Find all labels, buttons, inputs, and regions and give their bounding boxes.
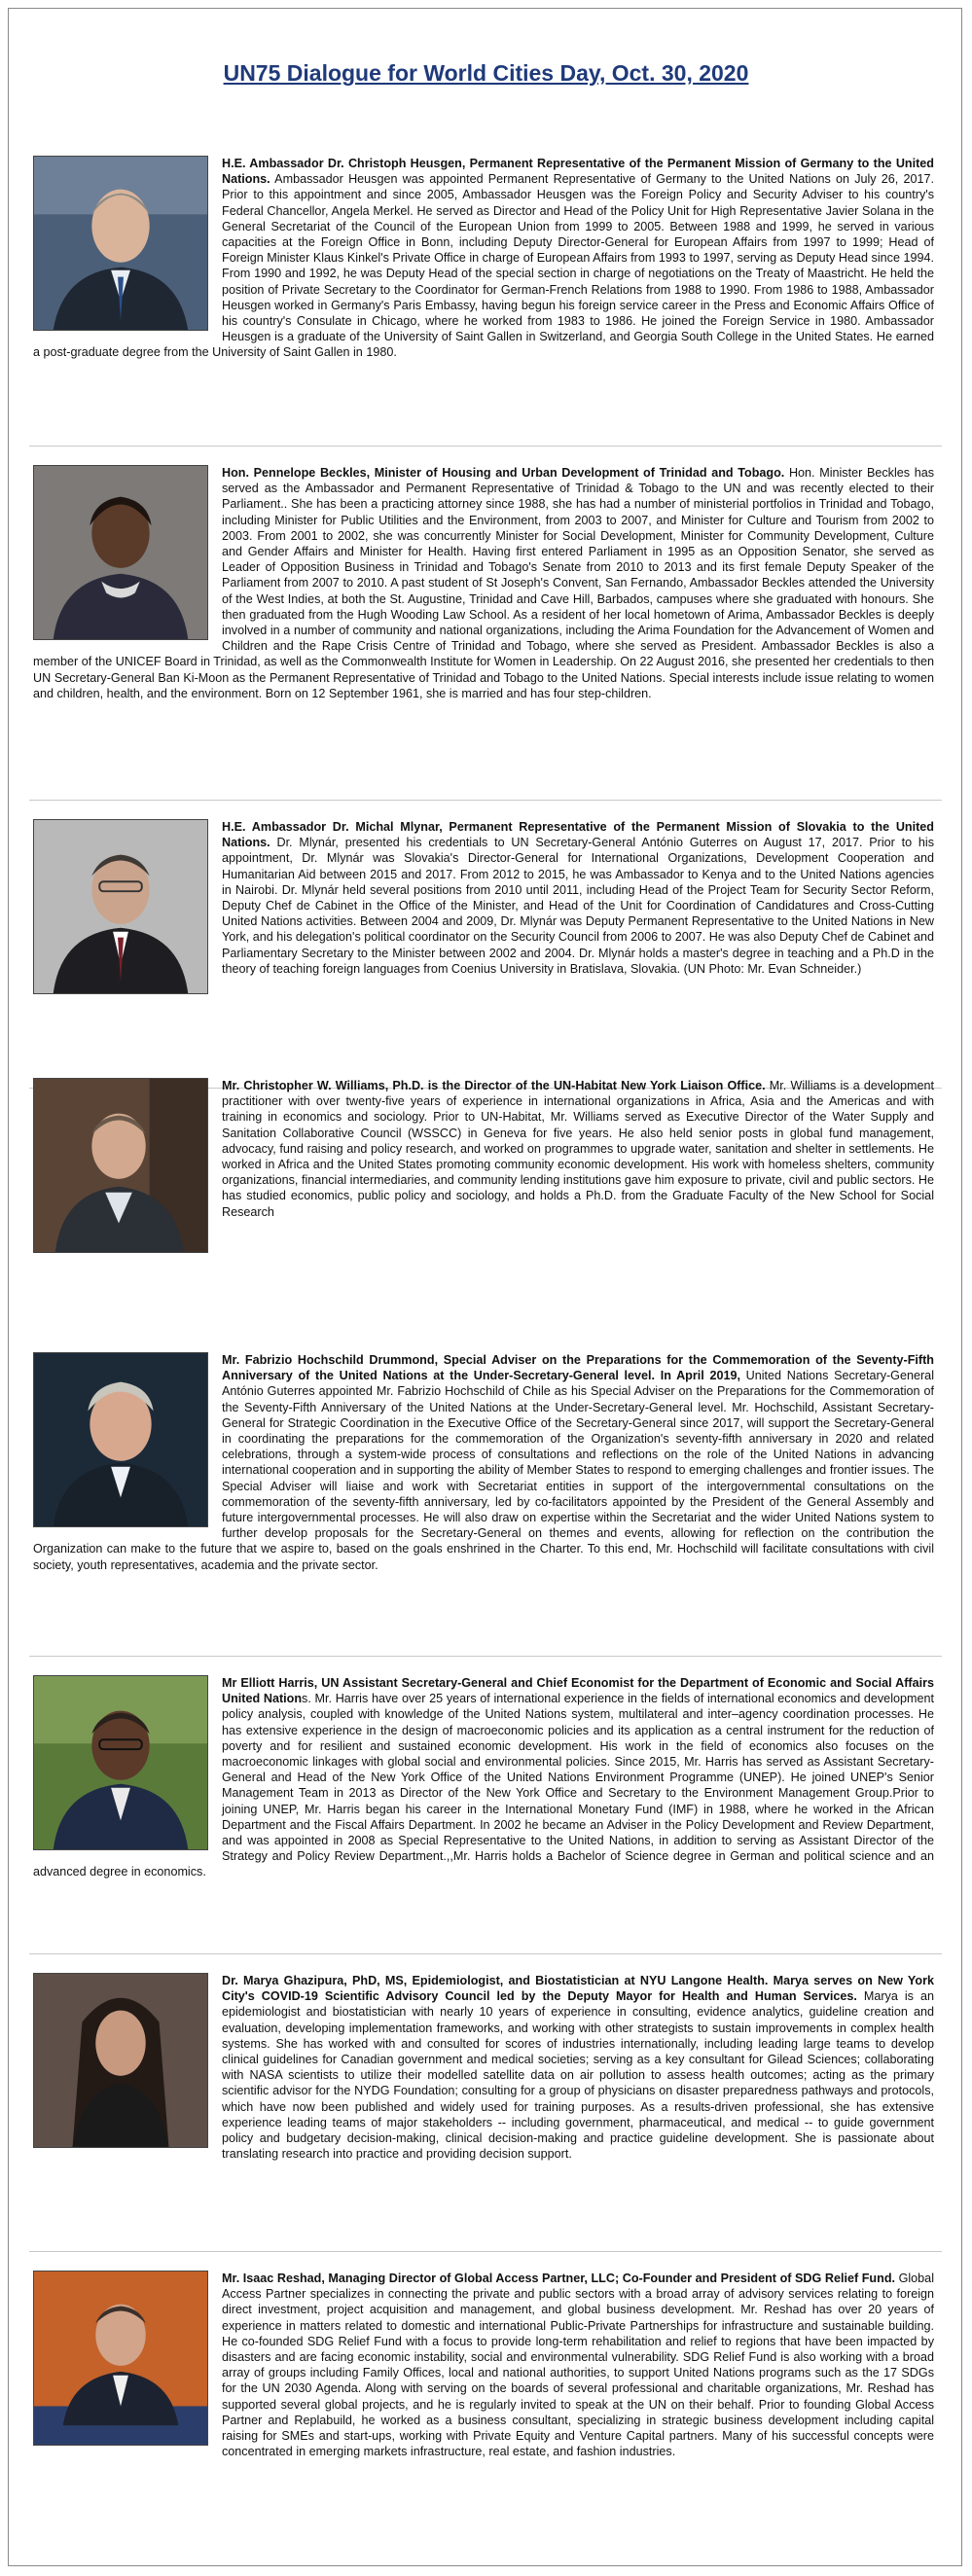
section-divider: [29, 1953, 942, 1954]
bio-text: Hon. Minister Beckles has served as the Ambassador and Permanent Representative of Trinidad & Tobago to the UN and was recently elected to their Parliament.. She has been a practicing attorney since 1988, she has had a number of ministerial portfolios in Trinidad and Tobago, including Minister for Public Utilities and the Environment, from 2003 to 2007, and Minister for Culture and Tourism from 2002 to 2003. From 2001 to 2002, she was concurrently Minister for Social Development, Minister for Community Development, Culture and Gender Affairs and Minister for Health. Having first entered Parliament in 1995 as an Opposition Senator, she served as Leader of Opposition Business in Trinidad and Tobago's Senate from 2010 to 2013 and its first female Deputy Speaker of the Parliament from 2007 to 2010. A past student of St Joseph's Convent, San Fernando, Ambassador Beckles attended the University of the West Indies, at both the St. Augustine, Trinidad and Cave Hill, Barbados, campuses where she graduated with honours. She then graduated from the Hugh Wooding Law School. As a resident of her local hometown of Arima, Ambassador Beckles is deeply involved in a number of community and national organizations, including the Arima Foundation for the Advancement of Women and Children and the Rape Crisis Centre of Trinidad and Tobago, where she served as President. Ambassador Beckles is also a member of the UNICEF Board in Trinidad, as well as the Commonwealth Institute for Women in Leadership. On 22 August 2016, she presented her credentials to then UN Secretary-General Ban Ki-Moon as the Permanent Representative of Trinidad and Tobago to the United Nations. Special interests include issue relating to women and children, health, and the environment. Born on 12 September 1961, she is married and has four step-children.: [33, 466, 934, 700]
bio-text: Marya is an epidemiologist and biostatistician with nearly 10 years of experience in consulting, evidence analytics, guideline creation and evaluation, developing implementation frameworks, and working with other strategists to sustain improvements in complex health systems. She has worked with and consulted for scores of industries internationally, including leading large teams to develop clinical guidelines for Canadian government and medical societies; serving as a key consultant for Gilead Sciences; collaborating with NASA scientists to utilize their modelled satellite data on air pollution to assess health outcomes; acting as the primary scientific advisor for the NYDG Foundation; consulting for a group of physicians on disaster preparedness pathways and protocols, which have now been published and widely used for training purposes. As a results-driven professional, she has extensive experience leading teams of major stakeholders -- including government, pharmaceutical, and medical -- to guide government policy and budgetary decision-making, clinical decision-making and practice guideline development. She is passionate about translating research into practice and providing decision support.: [222, 1989, 934, 2162]
bio-text: s. Mr. Harris have over 25 years of international experience in the fields of international economics and development policy analysis, coupled with knowledge of the United Nations system, multilateral and inter–agency coordination processes. He has extensive experience in the design of macroeconomic policies and its application as a central instrument for the reduction of poverty and for resilient and sustained economic development. His work in the field of economics also focuses on the macroeconomic linkages with global social and environmental policies. Since 2015, Mr. Harris has served as Assistant Secretary-General and Head of the New York Office of the United Nations Environment Programme (UNEP). He joined UNEP's Senior Management Team in 2013 as Director of the New York Office and Secretary to the Environment Management Group.Prior to joining UNEP, Mr. Harris began his career in the International Monetary Fund (IMF) in 1988, where he worked in the African Department and the Fiscal Affairs Department. In 2002 he became an Adviser in the Policy Development and Review Department, and was appointed in 2008 as Special Representative to the United Nations, in addition to serving as Assistant Director of the Strategy and Policy Review Department.,,Mr. Harris holds a Bachelor of Science degree in German and political science and an advanced degree in economics.: [33, 1692, 934, 1879]
bio-ghazipura: [33, 1973, 934, 2162]
section-divider: [29, 446, 942, 447]
bio-hochschild: [33, 1352, 934, 1573]
portrait-photo-mlynar: [33, 819, 208, 994]
page-title: UN75 Dialogue for World Cities Day, Oct. 30, 2020: [223, 60, 749, 86]
section-divider: [29, 1656, 942, 1657]
bio-williams: [33, 1078, 934, 1255]
bio-heading: H.E. Ambassador Dr. Michal Mlynar, Permanent Representative of the Permanent Mission of Slovakia to the United Nations.: [222, 820, 934, 850]
portrait-photo-beckles: [33, 465, 208, 640]
bio-heading: Mr. Christopher W. Williams, Ph.D. is the Director of the UN-Habitat New York Liaison Office.: [222, 1079, 766, 1092]
bio-text: Mr. Williams is a development practitioner with over twenty-five years of experience in international organizations in Africa, Asia and the Americas and with training in economics and sociology. Prior to UN-Habitat, Mr. Williams served as Executive Director of the Water Supply and Sanitation Collaborative Council (WSSCC) in Geneva for five years. He also held senior posts in global fund management, advocacy, fund raising and policy research, and worked on programmes to upgrade water, sanitation and shelter in settlements. He worked in Africa and the United States promoting community economic development. His work with homeless shelters, community organizations, financial intermediaries, and community lending institutions gave him exposure to private, civil and public sectors. He has studied economics, public policy and sociology, and holds a Ph.D. from the Graduate Faculty of the New School for Social Research: [222, 1079, 934, 1219]
portrait-photo-reshad: [33, 2271, 208, 2446]
bio-harris: [33, 1675, 934, 1880]
bio-heading: Dr. Marya Ghazipura, PhD, MS, Epidemiologist, and Biostatistician at NYU Langone Health. Marya serves on New York City's COVID-19 Scientific Advisory Council led by the Deputy Mayor for Health and Human Services.: [222, 1974, 934, 2004]
section-divider: [29, 800, 942, 801]
bio-heading: Mr. Isaac Reshad, Managing Director of Global Access Partner, LLC; Co-Founder and President of SDG Relief Fund.: [222, 2272, 896, 2285]
portrait-photo-williams: [33, 1078, 208, 1253]
bio-mlynar: [33, 819, 934, 996]
bio-heading: H.E. Ambassador Dr. Christoph Heusgen, Permanent Representative of the Permanent Mission of Germany to the United Nations.: [222, 157, 934, 187]
bio-heusgen: [33, 156, 934, 361]
page-frame: [8, 8, 962, 2566]
bio-heading: Hon. Pennelope Beckles, Minister of Housing and Urban Development of Trinidad and Tobago.: [222, 466, 785, 480]
portrait-photo-harris: [33, 1675, 208, 1850]
bio-text: Ambassador Heusgen was appointed Permanent Representative of Germany to the United Nations on July 26, 2017. Prior to this appointment and since 2005, Ambassador Heusgen was the Foreign Policy and Security Adviser to his country's Federal Chancellor, Angela Merkel. He served as Director and Head of the Policy Unit for High Representative Javier Solana in the General Secretariat of the Council of the European Union from 1999 to 2005. Between 1988 and 1999, he served in various capacities at the Foreign Office in Bonn, including Deputy Director-General for European Affairs from 1997 to 1999; Head of Foreign Minister Klaus Kinkel's Private Office in charge of European Affairs from 1993 to 1997, serving as Deputy Head since 1994. From 1990 and 1992, he was Deputy Head of the special section in charge of negotiations on the Treaty of Maastricht. He held the position of Private Secretary to the Coordinator for German-French Relations from 1988 to 1990. From 1986 to 1988, Ambassador Heusgen worked in Germany's Paris Embassy, having begun his foreign service career in the Press and Economic Affairs Office of his country's Consulate in Chicago, where he worked from 1983 to 1986. He joined the Foreign Service in 1980. Ambassador Heusgen is a graduate of the University of Saint Gallen in Switzerland, and Georgia South College in the United States. He earned a post-graduate degree from the University of Saint Gallen in 1980.: [33, 172, 934, 360]
bio-text: Dr. Mlynár, presented his credentials to UN Secretary-General António Guterres on August 17, 2017. Prior to his appointment, Dr. Mlynár was Slovakia's Director-General for International Organizations, Development Cooperation and Humanitarian Aid between 2015 and 2017. From 2012 to 2015, he was Ambassador to Kenya and to the United Nations agencies in Nairobi. Dr. Mlynár held several positions from 2010 until 2011, including Head of the Project Team for Security Sector Reform, Deputy Chef de Cabinet in the Office of the Minister, and Head of the Unit for Coordination of Candidatures and Cross-Cutting United Nations activities. Between 2004 and 2009, Dr. Mlynár was Deputy Permanent Representative to the United Nations in New York, and his delegation's political coordinator on the Security Council from 2006 to 2007. He was also Deputy Chef de Cabinet and Parliamentary Secretary to the Minister between 2002 and 2004. Dr. Mlynár holds a master's degree in teaching and a Ph.D in the theory of teaching foreign languages from Coenius University in Bratislava, Slovakia. (UN Photo: Mr. Evan Schneider.): [222, 836, 934, 976]
bio-heading: Mr Elliott Harris, UN Assistant Secretary-General and Chief Economist for the Department of Economic and Social Affairs United Nation: [222, 1676, 934, 1706]
portrait-photo-ghazipura: [33, 1973, 208, 2148]
section-divider: [29, 2251, 942, 2252]
bio-heading: Mr. Fabrizio Hochschild Drummond, Special Adviser on the Preparations for the Commemoration of the Seventy-Fifth Anniversary of the United Nations at the Under-Secretary-General level. In April 2019,: [222, 1353, 934, 1383]
bio-reshad: [33, 2271, 934, 2459]
bio-beckles: [33, 465, 934, 701]
portrait-photo-hochschild: [33, 1352, 208, 1527]
bio-text: Global Access Partner specializes in connecting the private and public sectors with a broad array of advisory services relating to foreign direct investment, project acquisition and management, and global business development. Mr. Reshad has over 20 years of experience in matters related to domestic and international Public-Private Partnerships for infrastructure and sustainable building. He co-founded SDG Relief Fund with a focus to provide long-term rehabilitation and relief to regions that have been impacted by disasters and are facing economic instability, social and environmental vulnerability. SDG Relief Fund is also working with a broad array of groups including Family Offices, local and national authorities, to support United Nations programs such as the 17 SDGs for the UN 2030 Agenda. Along with serving on the boards of several professional and charitable organizations, Mr. Reshad has supported several global projects, and he is regularly invited to speak at the UN on their behalf. Prior to founding Global Access Partner and Replabuild, he worked as a business consultant, specializing in strategic business development including capital raising for SMEs and start-ups, working with Private Equity and Venture Capital partners. Many of his successful concepts were concentrated in emerging markets infrastructure, real estate, and fashion industries.: [222, 2272, 934, 2459]
bio-text: United Nations Secretary-General António Guterres appointed Mr. Fabrizio Hochschild of Chile as his Special Adviser on the Preparations for the Commemoration of the Seventy-Fifth Anniversary of the United Nations at the Under-Secretary-General level. Mr. Hochschild, Assistant Secretary-General for Strategic Coordination in the Executive Office of the Secretary-General since 2017, will support the Secretary-General in coordinating the preparations for the commemoration of the Organization's seventy-fifth anniversary in 2020 and related celebrations, through a system-wide process of consultations and reflections on the role of the United Nations in advancing international cooperation and in supporting the ability of Member States to respond to emerging challenges and frontier issues. The Special Adviser will liaise and work with Secretariat entities in support of the intergovernmental consultations on the commemoration of the seventy-fifth anniversary, led by co-facilitators appointed by the President of the General Assembly and future intergovernmental processes. He will also draw on expertise within the Secretariat and the wider United Nations system to further develop proposals for the Secretary-General on themes and events, allowing for reflection on the contribution the Organization can make to the future that we aspire to, based on the goals enshrined in the Charter. To this end, Mr. Hochschild will facilitate consultations with civil society, youth representatives, academia and the private sector.: [33, 1369, 934, 1572]
portrait-photo-heusgen: [33, 156, 208, 331]
